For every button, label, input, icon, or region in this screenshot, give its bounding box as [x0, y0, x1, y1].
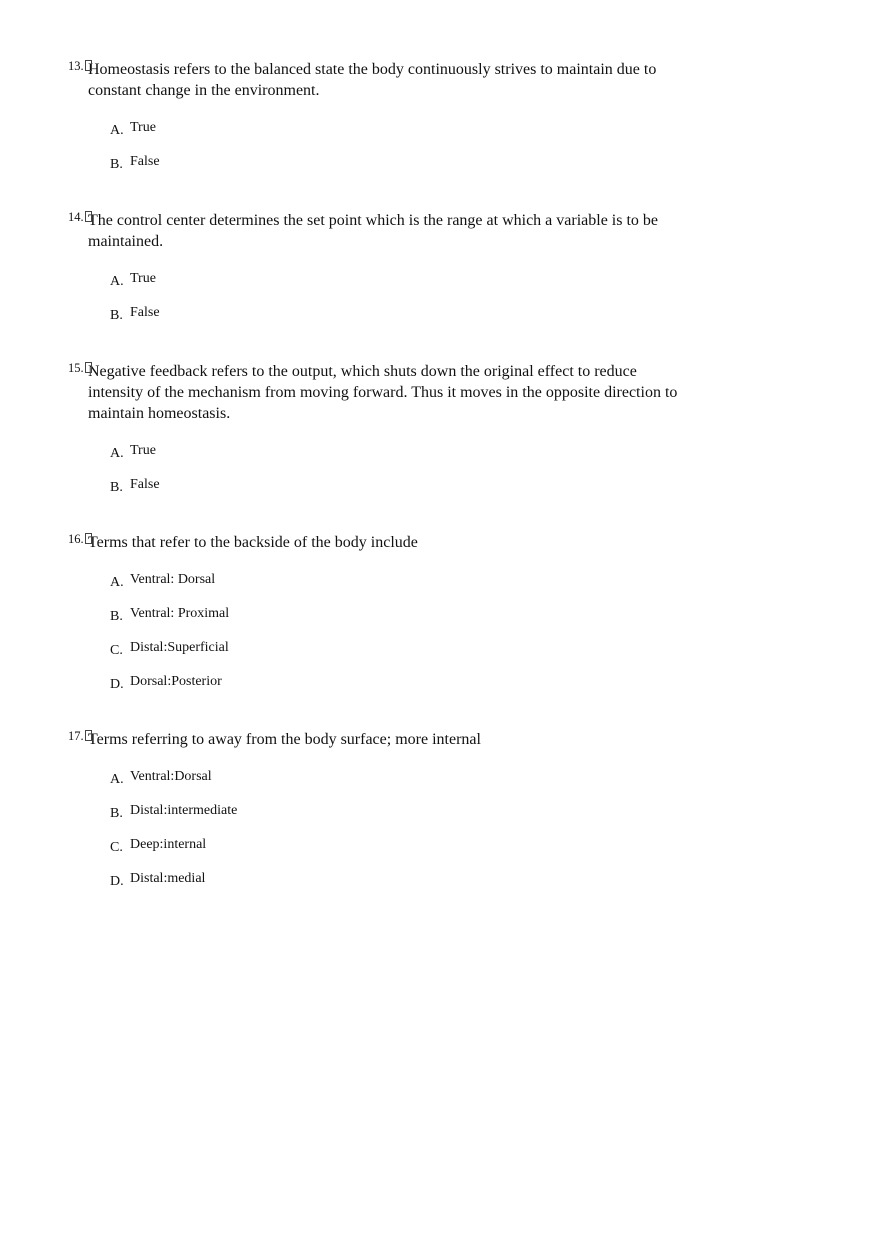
checkbox-glyph-icon: [85, 533, 92, 544]
option-letter: A.: [110, 123, 124, 138]
answer-options: [68, 120, 678, 188]
answer-option[interactable]: [110, 154, 678, 188]
option-text: Distal:medial: [130, 871, 206, 886]
option-text: True: [130, 271, 156, 286]
option-letter: B.: [110, 609, 123, 624]
answer-option[interactable]: [110, 443, 678, 477]
option-letter: D.: [110, 677, 124, 692]
question-13: [68, 59, 678, 188]
option-letter: C.: [110, 840, 123, 855]
checkbox-glyph-icon: [85, 211, 92, 222]
question-text: Terms referring to away from the body surface; more internal: [88, 731, 481, 748]
option-letter: B.: [110, 480, 123, 495]
answer-options: [68, 572, 678, 708]
answer-options: [68, 271, 678, 339]
option-letter: B.: [110, 308, 123, 323]
question-number: 16.: [68, 529, 92, 550]
question-text: The control center determines the set point which is the range at which a variable is to be maintained.: [88, 212, 659, 250]
answer-option[interactable]: [110, 640, 678, 674]
question-number: 13.: [68, 56, 92, 77]
option-letter: A.: [110, 274, 124, 289]
option-text: Ventral: Proximal: [130, 606, 230, 621]
answer-option[interactable]: [110, 477, 678, 511]
question-header: [68, 532, 678, 553]
option-text: True: [130, 120, 156, 135]
question-header: [68, 210, 678, 252]
answer-option[interactable]: [110, 606, 678, 640]
question-14: [68, 210, 678, 339]
question-number: 14.: [68, 207, 92, 228]
question-17: [68, 729, 678, 905]
answer-option[interactable]: [110, 769, 678, 803]
option-letter: A.: [110, 446, 124, 461]
question-16: [68, 532, 678, 708]
answer-option[interactable]: [110, 305, 678, 339]
answer-option[interactable]: [110, 120, 678, 154]
checkbox-glyph-icon: [85, 730, 92, 741]
option-text: Dorsal:Posterior: [130, 674, 222, 689]
answer-options: [68, 443, 678, 511]
option-text: False: [130, 154, 160, 169]
answer-option[interactable]: [110, 803, 678, 837]
question-number: 15.: [68, 358, 92, 379]
option-text: False: [130, 477, 160, 492]
option-text: True: [130, 443, 156, 458]
option-text: Distal:intermediate: [130, 803, 238, 818]
option-letter: B.: [110, 157, 123, 172]
option-letter: A.: [110, 772, 124, 787]
option-text: Ventral: Dorsal: [130, 572, 216, 587]
question-text: Terms that refer to the backside of the body include: [88, 534, 418, 551]
option-letter: C.: [110, 643, 123, 658]
option-text: Ventral:Dorsal: [130, 769, 212, 784]
checkbox-glyph-icon: [85, 60, 92, 71]
question-header: [68, 729, 678, 750]
checkbox-glyph-icon: [85, 362, 92, 373]
option-letter: D.: [110, 874, 124, 889]
answer-option[interactable]: [110, 674, 678, 708]
answer-option[interactable]: [110, 572, 678, 606]
answer-option[interactable]: [110, 871, 678, 905]
option-text: Distal:Superficial: [130, 640, 229, 655]
answer-options: [68, 769, 678, 905]
question-header: [68, 59, 678, 101]
option-text: False: [130, 305, 160, 320]
question-text: Negative feedback refers to the output, which shuts down the original effect to reduce intensity of the mechanism from moving forward. Thus it moves in the opposite direction to maintain homeostasis.: [88, 363, 678, 422]
question-number: 17.: [68, 726, 92, 747]
answer-option[interactable]: [110, 271, 678, 305]
option-letter: B.: [110, 806, 123, 821]
option-text: Deep:internal: [130, 837, 207, 852]
question-15: [68, 361, 678, 511]
question-header: [68, 361, 678, 424]
question-text: Homeostasis refers to the balanced state the body continuously strives to maintain due to constant change in the environment.: [88, 61, 657, 99]
answer-option[interactable]: [110, 837, 678, 871]
option-letter: A.: [110, 575, 124, 590]
